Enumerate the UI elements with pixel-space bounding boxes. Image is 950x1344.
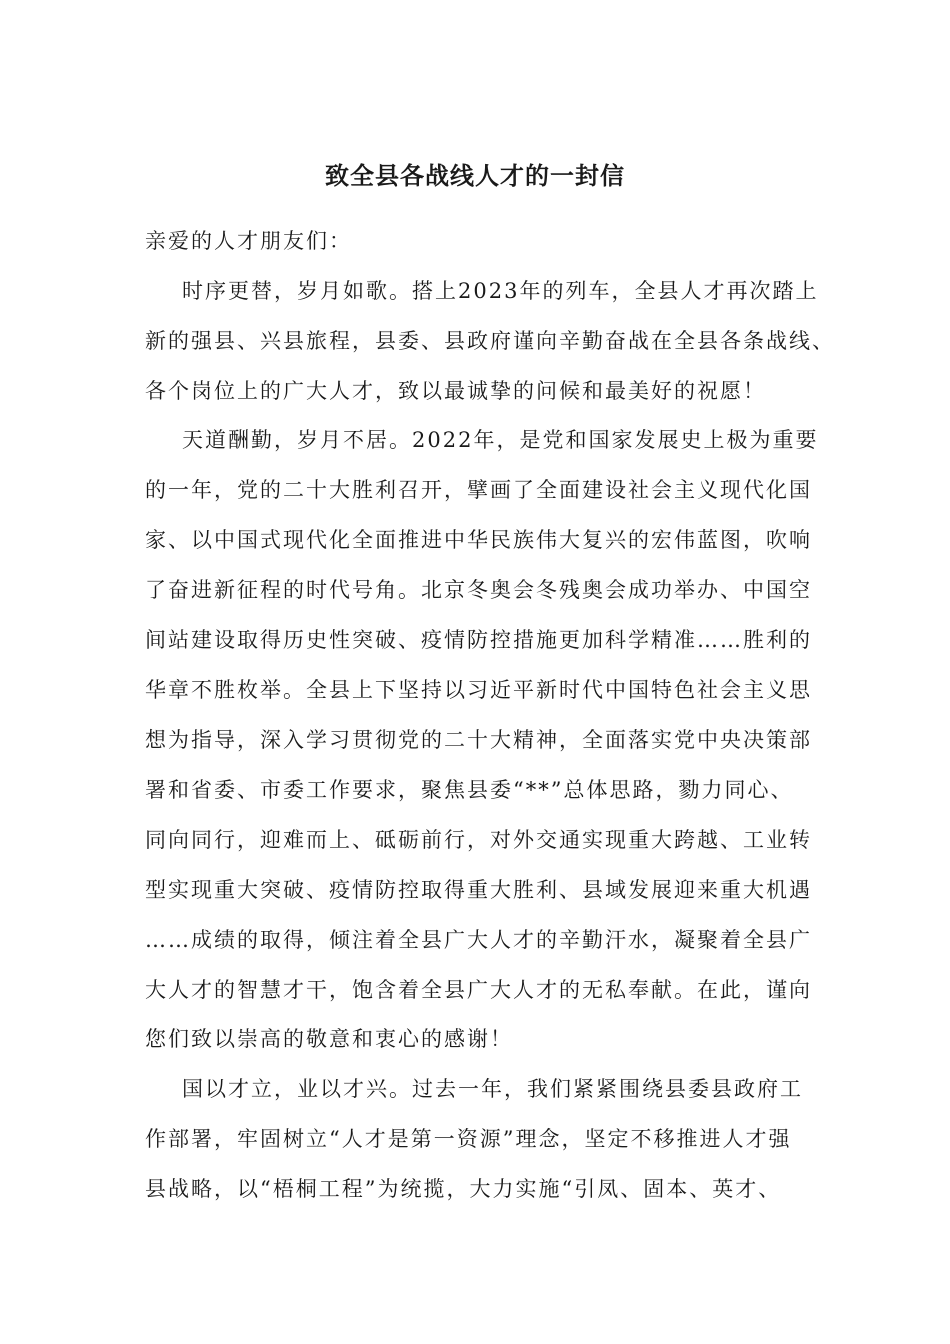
text-line-3: 各个岗位上的广大人才，致以最诚挚的问候和最美好的祝愿！ (145, 379, 766, 403)
text-line-19: 县战略，以“梧桐工程”为统揽，大力实施“引凤、固本、英才、 (145, 1177, 782, 1201)
text-line-18: 作部署，牢固树立“人才是第一资源”理念，坚定不移推进人才强 (145, 1127, 792, 1151)
text-line-15: 大人才的智慧才干，饱含着全县广大人才的无私奉献。在此，谨向 (145, 978, 812, 1002)
text-line-13: 型实现重大突破、疫情防控取得重大胜利、县域发展迎来重大机遇 (145, 878, 812, 902)
text-line-17: 国以才立，业以才兴。过去一年，我们紧紧围绕县委县政府工 (182, 1077, 803, 1101)
document-title: 致全县各战线人才的一封信 (325, 162, 625, 190)
text-line-11: 署和省委、市委工作要求，聚焦县委“**”总体思路，勠力同心、 (145, 778, 794, 802)
salutation: 亲爱的人才朋友们： (145, 229, 352, 253)
text-line-6: 家、以中国式现代化全面推进中华民族伟大复兴的宏伟蓝图，吹响 (145, 528, 812, 552)
text-line-8: 间站建设取得历史性突破、疫情防控措施更加科学精准……胜利的 (145, 628, 812, 652)
text-line-14: ……成绩的取得，倾注着全县广大人才的辛勤汗水，凝聚着全县广 (145, 928, 812, 952)
text-line-16: 您们致以崇高的敬意和衷心的感谢！ (145, 1027, 513, 1051)
text-line-2: 新的强县、兴县旅程，县委、县政府谨向辛勤奋战在全县各条战线、 (145, 329, 835, 353)
text-line-10: 想为指导，深入学习贯彻党的二十大精神，全面落实党中央决策部 (145, 728, 812, 752)
text-line-5: 的一年，党的二十大胜利召开，擘画了全面建设社会主义现代化国 (145, 478, 812, 502)
text-line-4: 天道酬勤，岁月不居。2022年，是党和国家发展史上极为重要 (182, 428, 819, 452)
text-line-7: 了奋进新征程的时代号角。北京冬奥会冬残奥会成功举办、中国空 (145, 578, 812, 602)
text-line-9: 华章不胜枚举。全县上下坚持以习近平新时代中国特色社会主义思 (145, 678, 812, 702)
text-line-1: 时序更替，岁月如歌。搭上2023年的列车，全县人才再次踏上 (182, 279, 819, 303)
text-line-12: 同向同行，迎难而上、砥砺前行，对外交通实现重大跨越、工业转 (145, 828, 812, 852)
